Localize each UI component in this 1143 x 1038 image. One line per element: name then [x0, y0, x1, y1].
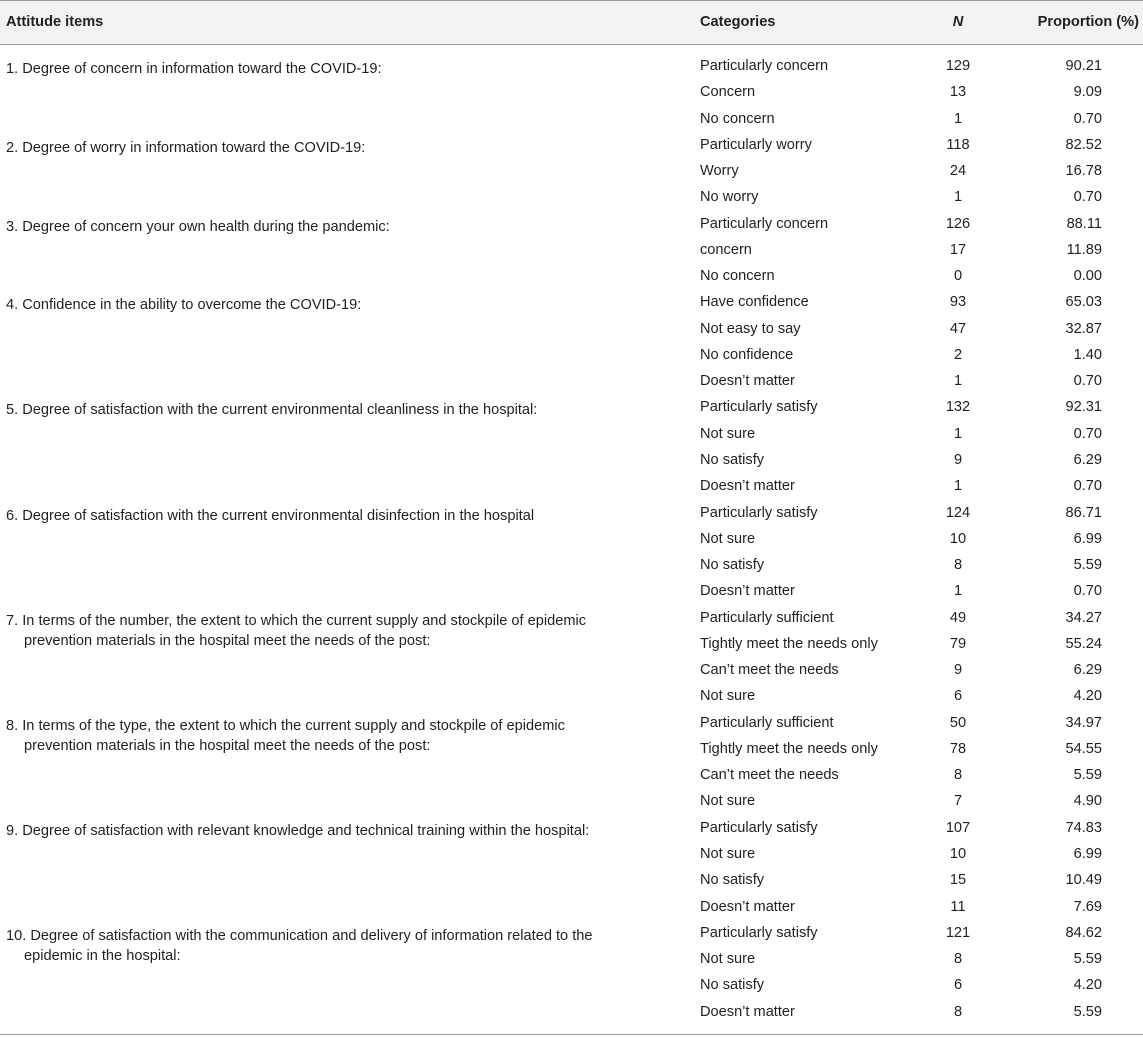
proportion-cell: 65.03: [1065, 294, 1102, 311]
category-cell: Concern: [700, 84, 756, 101]
table-row: [0, 45, 1143, 74]
category-cell: Not sure: [700, 845, 756, 862]
n-cell: 124: [945, 504, 971, 521]
table-row: [0, 71, 1143, 101]
category-cell: Particularly concern: [700, 58, 829, 74]
category-cell: Doesn’t matter: [700, 898, 795, 915]
header-categories: Categories: [700, 14, 776, 30]
attitude-item-group: [0, 281, 1143, 390]
category-cell: No concern: [700, 268, 775, 285]
category-cell: Not sure: [700, 425, 756, 442]
proportion-cell: 0.70: [1073, 478, 1102, 495]
category-cell: Particularly satisfy: [700, 504, 818, 521]
n-cell: 47: [949, 320, 967, 337]
table-row: [0, 492, 1143, 521]
table-row: [0, 334, 1143, 363]
attitude-item-text: 2. Degree of worry in information toward the COVID-19:: [6, 139, 366, 156]
category-cell: No worry: [700, 189, 759, 206]
proportion-cell: 6.29: [1073, 662, 1102, 679]
table-row: [0, 597, 1143, 626]
category-cell: Particularly sufficient: [700, 609, 834, 626]
n-cell: 93: [949, 294, 967, 311]
category-cell: No satisfy: [700, 977, 765, 994]
category-cell: Not easy to say: [700, 320, 801, 337]
table-row: [0, 754, 1143, 784]
n-cell: 78: [949, 740, 967, 757]
attitude-item-text: 4. Confidence in the ability to overcome the COVID-19:: [6, 297, 362, 314]
category-cell: No concern: [700, 110, 775, 127]
n-cell: 13: [949, 84, 967, 101]
n-cell: 1: [953, 425, 963, 442]
n-cell: 2: [953, 346, 963, 363]
table-row: [0, 150, 1143, 180]
category-cell: Have confidence: [700, 294, 809, 311]
n-cell: 10: [949, 530, 967, 547]
proportion-cell: 84.62: [1065, 924, 1102, 941]
proportion-cell: 7.69: [1073, 898, 1102, 915]
n-cell: 8: [953, 951, 963, 968]
proportion-cell: 10.49: [1065, 872, 1102, 889]
category-cell: Particularly satisfy: [700, 819, 818, 836]
category-cell: Not sure: [700, 793, 756, 810]
attitude-item-group: [0, 807, 1143, 915]
proportion-cell: 34.97: [1065, 714, 1102, 731]
proportion-cell: 90.21: [1065, 58, 1102, 74]
proportion-cell: 4.20: [1073, 977, 1102, 994]
proportion-cell: 4.90: [1073, 793, 1102, 810]
category-cell: Doesn’t matter: [700, 373, 795, 390]
table-body: [0, 45, 1143, 1020]
attitude-item-group: [0, 203, 1143, 285]
proportion-cell: 11.89: [1066, 241, 1102, 258]
proportion-cell: 32.87: [1065, 320, 1102, 337]
table-row: [0, 176, 1143, 206]
category-cell: concern: [700, 241, 752, 258]
table-row: [0, 544, 1143, 574]
n-cell: 118: [946, 136, 970, 153]
table-row: [0, 386, 1143, 416]
n-cell: 49: [949, 609, 967, 626]
category-cell: Not sure: [700, 530, 756, 547]
proportion-cell: 74.83: [1065, 819, 1102, 836]
attitude-item-group: [0, 702, 1143, 810]
proportion-cell: 6.99: [1073, 845, 1102, 862]
attitude-item-text: 8. In terms of the type, the extent to which the current supply and stockpile of epidemic prevention materials in the hospital meet the needs of the post:: [6, 717, 565, 754]
attitude-item-text: 3. Degree of concern your own health during the pandemic:: [6, 218, 390, 235]
category-cell: Can’t meet the needs: [700, 767, 839, 784]
n-cell: 8: [953, 557, 963, 574]
proportion-cell: 0.70: [1073, 583, 1102, 600]
n-cell: 107: [945, 819, 971, 836]
n-cell: 1: [953, 583, 963, 600]
attitude-item-text: 5. Degree of satisfaction with the current environmental cleanliness in the hospital:: [6, 402, 538, 419]
attitude-item-text: 9. Degree of satisfaction with relevant knowledge and technical training within the hospital:: [6, 822, 590, 839]
proportion-cell: 0.70: [1073, 189, 1102, 206]
table-row: [0, 780, 1143, 810]
category-cell: Tightly meet the needs only: [700, 635, 878, 652]
proportion-cell: 4.20: [1073, 688, 1102, 705]
table-row: [0, 439, 1143, 468]
n-cell: 1: [953, 478, 963, 495]
table-row: [0, 465, 1143, 495]
table-row: [0, 203, 1143, 232]
proportion-cell: 86.71: [1065, 504, 1102, 521]
n-cell: 126: [945, 215, 971, 232]
attitude-item-text: 10. Degree of satisfaction with the communication and delivery of information related to the epidemic in the hospital:: [6, 927, 593, 964]
attitude-item-text: 7. In terms of the number, the extent to which the current supply and stockpile of epidemic prevention materials in the hospital meet the needs of the post:: [6, 612, 587, 649]
category-cell: Can’t meet the needs: [700, 662, 839, 679]
n-cell: 6: [953, 688, 963, 705]
proportion-cell: 6.29: [1073, 451, 1102, 468]
n-cell: 1: [953, 373, 963, 390]
attitude-item-group: [0, 45, 1143, 127]
header-proportion: Proportion (%): [1037, 14, 1139, 30]
proportion-cell: 5.59: [1073, 557, 1102, 574]
table-row: [0, 702, 1143, 731]
category-cell: Particularly concern: [700, 215, 829, 232]
n-cell: 79: [949, 635, 967, 652]
proportion-cell: 92.31: [1065, 399, 1102, 416]
n-cell: 10: [949, 845, 967, 862]
header-n: N: [952, 14, 964, 30]
table-row: [0, 807, 1143, 836]
n-cell: 50: [949, 714, 967, 731]
n-cell: 0: [953, 268, 963, 285]
category-cell: Doesn’t matter: [700, 1003, 795, 1020]
n-cell: 132: [945, 399, 971, 416]
table-row: [0, 833, 1143, 862]
n-cell: 8: [953, 1003, 963, 1020]
table-row: [0, 728, 1143, 757]
category-cell: Tightly meet the needs only: [700, 740, 878, 757]
table-row: [0, 964, 1143, 994]
proportion-cell: 16.78: [1065, 163, 1102, 180]
n-cell: 1: [953, 189, 963, 206]
proportion-cell: 9.09: [1073, 84, 1102, 101]
attitude-item-group: [0, 597, 1143, 705]
proportion-cell: 82.52: [1065, 136, 1102, 153]
proportion-cell: 0.70: [1073, 373, 1102, 390]
table-row: [0, 255, 1143, 285]
n-cell: 17: [949, 241, 967, 258]
attitude-item-group: [0, 492, 1143, 600]
n-cell: 1: [953, 110, 963, 127]
n-cell: 7: [953, 793, 963, 810]
category-cell: No satisfy: [700, 872, 765, 889]
attitude-item-group: [0, 124, 1143, 206]
category-cell: Not sure: [700, 951, 756, 968]
proportion-cell: 5.59: [1073, 767, 1102, 784]
table-row: [0, 912, 1143, 941]
table-row: [0, 649, 1143, 679]
category-cell: Worry: [700, 163, 739, 180]
n-cell: 8: [953, 767, 963, 784]
table-row: [0, 98, 1143, 127]
table-row: [0, 124, 1143, 153]
table-row: [0, 570, 1143, 600]
category-cell: Particularly satisfy: [700, 399, 818, 416]
n-cell: 9: [953, 451, 963, 468]
category-cell: Particularly sufficient: [700, 714, 834, 731]
n-cell: 6: [953, 977, 963, 994]
table-bottom-rule: [0, 1034, 1143, 1035]
table-row: [0, 886, 1143, 915]
table-row: [0, 308, 1143, 337]
category-cell: Particularly satisfy: [700, 924, 818, 941]
proportion-cell: 54.55: [1065, 740, 1102, 757]
proportion-cell: 34.27: [1065, 609, 1102, 626]
category-cell: Doesn’t matter: [700, 478, 795, 495]
attitude-item-text: 1. Degree of concern in information toward the COVID-19:: [6, 61, 382, 77]
category-cell: No satisfy: [700, 557, 765, 574]
table-header: [0, 0, 1143, 45]
table-row: [0, 675, 1143, 705]
table-row: [0, 991, 1143, 1020]
attitude-item-group: [0, 386, 1143, 495]
n-cell: 121: [945, 924, 971, 941]
category-cell: Particularly worry: [700, 136, 812, 153]
n-cell: 24: [949, 163, 967, 180]
proportion-cell: 0.70: [1073, 110, 1102, 127]
proportion-cell: 0.00: [1073, 268, 1102, 285]
category-cell: Doesn’t matter: [700, 583, 795, 600]
proportion-cell: 5.59: [1073, 951, 1102, 968]
category-cell: No satisfy: [700, 451, 765, 468]
n-cell: 129: [945, 58, 971, 74]
proportion-cell: 5.59: [1073, 1003, 1102, 1020]
table-row: [0, 518, 1143, 547]
table-row: [0, 360, 1143, 390]
table-row: [0, 281, 1143, 311]
proportion-cell: 88.11: [1066, 215, 1102, 232]
attitude-item-text: 6. Degree of satisfaction with the current environmental disinfection in the hospital: [6, 507, 535, 524]
table-row: [0, 859, 1143, 889]
attitude-item-group: [0, 912, 1143, 1020]
category-cell: No confidence: [700, 346, 794, 363]
proportion-cell: 6.99: [1073, 530, 1102, 547]
table-row: [0, 413, 1143, 442]
table-row: [0, 938, 1143, 968]
table-row: [0, 229, 1143, 258]
n-cell: 11: [950, 898, 966, 915]
n-cell: 9: [953, 662, 963, 679]
proportion-cell: 0.70: [1073, 425, 1102, 442]
n-cell: 15: [949, 872, 967, 889]
header-attitude-items: Attitude items: [6, 14, 104, 30]
proportion-cell: 55.24: [1065, 635, 1102, 652]
proportion-cell: 1.40: [1073, 346, 1102, 363]
table-row: [0, 623, 1143, 652]
category-cell: Not sure: [700, 688, 756, 705]
